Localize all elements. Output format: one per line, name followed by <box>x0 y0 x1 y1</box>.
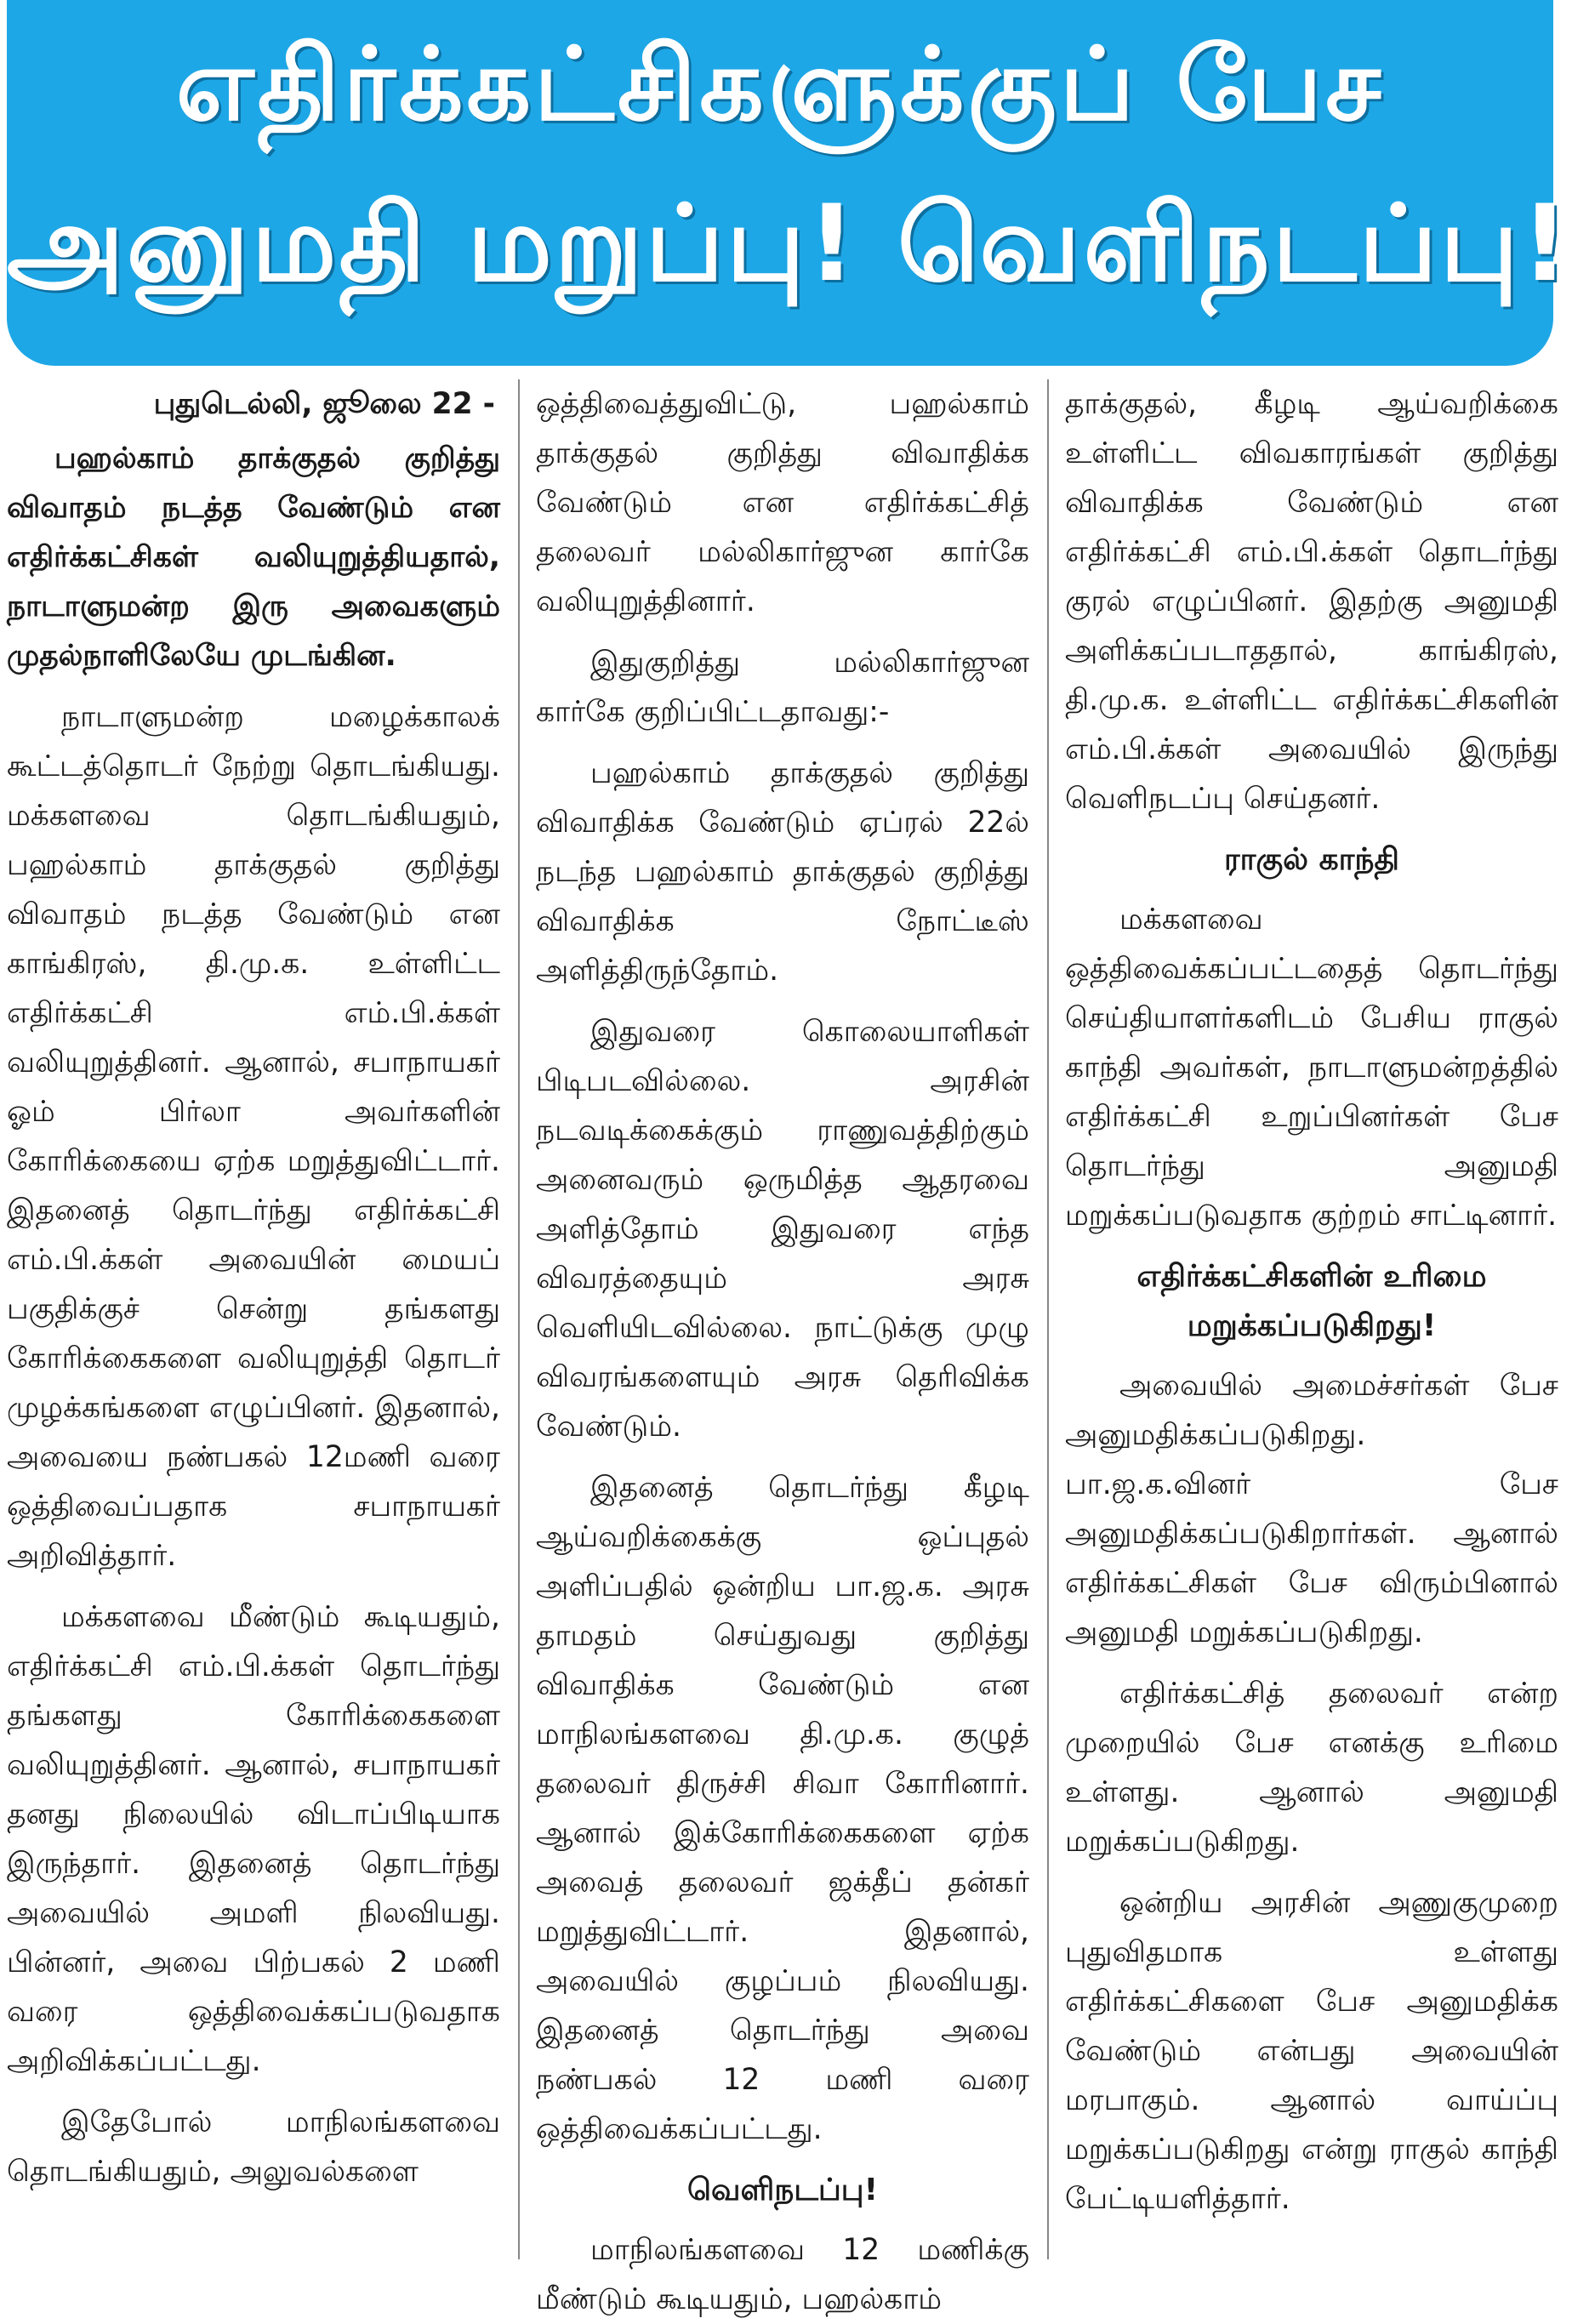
subheading-rights-denied <box>1065 1252 1558 1351</box>
column-divider <box>518 379 520 2259</box>
paragraph: இதுகுறித்து மல்லிகார்ஜுன கார்கே குறிப்பிட்டதாவது:- <box>536 646 1029 729</box>
paragraph: மாநிலங்களவை 12 மணிக்கு மீண்டும் கூடியதும், பஹல்காம் <box>536 2233 1029 2316</box>
paragraph: இதேபோல் மாநிலங்களவை தொடங்கியதும், அலுவல்களை <box>7 2105 500 2189</box>
paragraph: தாக்குதல், கீழடி ஆய்வறிக்கை உள்ளிட்ட விவகாரங்கள் குறித்து விவாதிக்க வேண்டும் என எதிர்க்கட்சி எம்.பி.க்கள் தொடர்ந்து குரல் எழுப்பினர். இதற்கு அனுமதி அளிக்கப்படாததால், காங்கிரஸ், தி.மு.க. உள்ளிட்ட எதிர்க்கட்சிகளின் எம்.பி.க்கள் அவையில் இருந்து வெளிநடப்பு செய்தனர். <box>1065 387 1558 816</box>
lead-paragraph: பஹல்காம் தாக்குதல் குறித்து விவாதம் நடத்த வேண்டும் என எதிர்க்கட்சிகள் வலியுறுத்தியதால், நாடாளுமன்ற இரு அவைகளும் முதல்நாளிலேயே முடங்கின. <box>7 441 500 673</box>
paragraph: ஒன்றிய அரசின் அணுகுமுறை புதுவிதமாக உள்ளது எதிர்க்கட்சிகளை பேச அனுமதிக்க வேண்டும் என்பது அவையின் மரபாகும். ஆனால் வாய்ப்பு மறுக்கப்படுகிறது என்று ராகுல் காந்தி பேட்டியளித்தார். <box>1065 1886 1558 2216</box>
article-column-3 <box>1065 379 1558 2259</box>
subheading-line: எதிர்க்கட்சிகளின் உரிமை <box>1136 1259 1487 1294</box>
paragraph: ஒத்திவைத்துவிட்டு, பஹல்காம் தாக்குதல் குறித்து விவாதிக்க வேண்டும் என எதிர்க்கட்சித் தலைவர் மல்லிகார்ஜுன கார்கே வலியுறுத்தினார். <box>536 387 1029 618</box>
subheading-line: மறுக்கப்படுகிறது! <box>1187 1308 1437 1343</box>
article-column-2 <box>536 379 1029 2316</box>
headline-line-2: அனுமதி மறுப்பு! வெளிநடப்பு! <box>7 183 1572 305</box>
paragraph: நாடாளுமன்ற மழைக்காலக் கூட்டத்தொடர் நேற்று தொடங்கியது. மக்களவை தொடங்கியதும், பஹல்காம் தாக்குதல் குறித்து விவாதம் நடத்த வேண்டும் என காங்கிரஸ், தி.மு.க. உள்ளிட்ட எதிர்க்கட்சி எம்.பி.க்கள் வலியுறுத்தினர். ஆனால், சபாநாயகர் ஓம் பிர்லா அவர்களின் கோரிக்கையை ஏற்க மறுத்துவிட்டார். இதனைத் தொடர்ந்து எதிர்க்கட்சி எம்.பி.க்கள் அவையின் மையப் பகுதிக்குச் சென்று தங்களது கோரிக்கைகளை வலியுறுத்தி தொடர் முழக்கங்களை எழுப்பினர். இதனால், அவையை நண்பகல் 12மணி வரை ஒத்திவைப்பதாக சபாநாயகர் அறிவித்தார். <box>7 700 500 1573</box>
dateline: புதுடெல்லி, ஜூலை 22 - <box>153 387 495 421</box>
paragraph: இதுவரை கொலையாளிகள் பிடிபடவில்லை. அரசின் நடவடிக்கைக்கும் ராணுவத்திற்கும் அனைவரும் ஒருமித்த ஆதரவை அளித்தோம் இதுவரை எந்த விவரத்தையும் அரசு வெளியிடவில்லை. நாட்டுக்கு முழு விவரங்களையும் அரசு தெரிவிக்க வேண்டும். <box>536 1015 1029 1444</box>
paragraph: எதிர்க்கட்சித் தலைவர் என்ற முறையில் பேச எனக்கு உரிமை உள்ளது. ஆனால் அனுமதி மறுக்கப்படுகிறது. <box>1065 1677 1558 1859</box>
column-divider <box>1047 379 1049 2259</box>
article-body <box>7 379 1558 2316</box>
paragraph: அவையில் அமைச்சர்கள் பேச அனுமதிக்கப்படுகிறது. பா.ஜ.க.வினர் பேச அனுமதிக்கப்படுகிறார்கள். ஆனால் எதிர்க்கட்சிகள் பேச விரும்பினால் அனுமதி மறுக்கப்படுகிறது. <box>1065 1369 1558 1649</box>
paragraph: இதனைத் தொடர்ந்து கீழடி ஆய்வறிக்கைக்கு ஒப்புதல் அளிப்பதில் ஒன்றிய பா.ஜ.க. அரசு தாமதம் செய்துவது குறித்து விவாதிக்க வேண்டும் என மாநிலங்களவை தி.மு.க. குழுத் தலைவர் திருச்சி சிவா கோரினார். ஆனால் இக்கோரிக்கைகளை ஏற்க அவைத் தலைவர் ஜக்தீப் தன்கர் மறுத்துவிட்டார். இதனால், அவையில் குழப்பம் நிலவியது. இதனைத் தொடர்ந்து அவை நண்பகல் 12 மணி வரை ஒத்திவைக்கப்பட்டது. <box>536 1471 1029 2146</box>
paragraph: மக்களவை மீண்டும் கூடியதும், எதிர்க்கட்சி எம்.பி.க்கள் தொடர்ந்து தங்களது கோரிக்கைகளை வலியுறுத்தினர். ஆனால், சபாநாயகர் தனது நிலையில் விடாப்பிடியாக இருந்தார். இதனைத் தொடர்ந்து அவையில் அமளி நிலவியது. பின்னர், அவை பிற்பகல் 2 மணி வரை ஒத்திவைக்கப்படுவதாக அறிவிக்கப்பட்டது. <box>7 1600 500 2078</box>
headline-banner <box>7 0 1572 366</box>
subheading-rahul-gandhi: ராகுல் காந்தி <box>1223 842 1400 877</box>
article-column-1 <box>7 379 500 2259</box>
paragraph: மக்களவை ஒத்திவைக்கப்பட்டதைத் தொடர்ந்து செய்தியாளர்களிடம் பேசிய ராகுல் காந்தி அவர்கள், நாடாளுமன்றத்தில் எதிர்க்கட்சி உறுப்பினர்கள் பேச தொடர்ந்து அனுமதி மறுக்கப்படுவதாக குற்றம் சாட்டினார். <box>1065 903 1558 1233</box>
headline-line-1: எதிர்க்கட்சிகளுக்குப் பேச <box>175 26 1385 143</box>
subheading-walkout: வெளிநடப்பு! <box>686 2173 878 2207</box>
paragraph: பஹல்காம் தாக்குதல் குறித்து விவாதிக்க வேண்டும் ஏப்ரல் 22ல் நடந்த பஹல்காம் தாக்குதல் குறித்து விவாதிக்க நோட்டீஸ் அளித்திருந்தோம். <box>536 756 1029 988</box>
